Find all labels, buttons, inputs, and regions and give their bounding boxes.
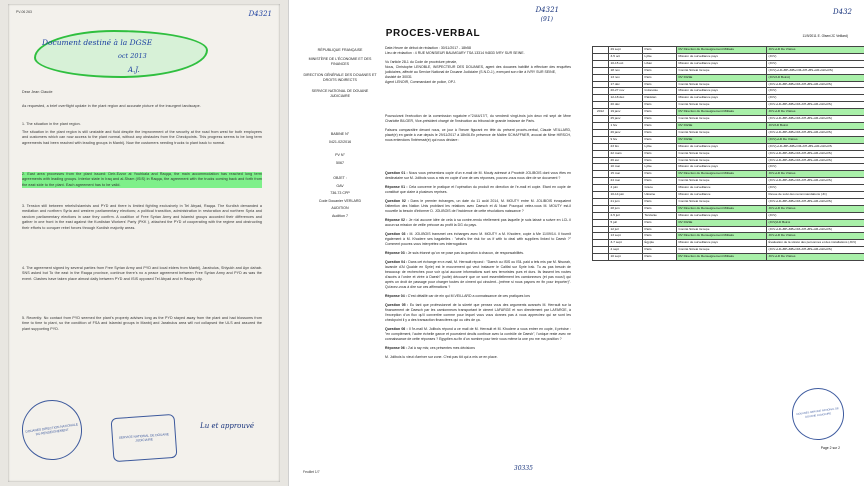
cell-reference: (JCV+LD+BP+MB+CM+KH+BS+AR+GR+RS) bbox=[767, 157, 864, 164]
table-row bbox=[593, 178, 864, 185]
cell-reference: (JCV+LD+BP+MB+CM+KH+BS+AR+GR+RS) bbox=[767, 150, 864, 157]
cell-city: Indonésie bbox=[643, 88, 677, 95]
customs-stamp-1: DOUANES DIRECTION NATIONALE DU RENSEIGNEMENT bbox=[18, 396, 86, 464]
pv-paragraph-1: Faisons comparaître devant nous, ce jour à l'heure figurant en tête du présent procès-verbal, Claude VEILLARD, placé(e) en garde à vue depuis le 29/11/2017 à 18h06.En présence de Maître SCHAFFNER, avocat de Mme HIRSCH, nous entendons l'intéressé(e) qui nous déclare : bbox=[385, 128, 571, 142]
table-row bbox=[593, 157, 864, 164]
pv-body-block bbox=[385, 114, 571, 143]
authority-line-2: DIRECTION GÉNÉRALE DES DOUANES ET DROITS INDIRECTS bbox=[303, 73, 377, 82]
pv-question-01 bbox=[385, 171, 571, 181]
cell-subject: Mission de surveillance pays bbox=[677, 212, 767, 219]
a06-text: J'ai à ray mis; ces présentes mes décisions bbox=[407, 346, 475, 350]
cell-reference: (JCV) bbox=[767, 164, 864, 171]
cell-reference: JCV+LD De Vrières bbox=[767, 109, 864, 116]
q04-label: Question 04 : bbox=[385, 260, 408, 264]
cell-city: Paris bbox=[643, 171, 677, 178]
table-row bbox=[593, 192, 864, 199]
cell-city: Paris bbox=[643, 136, 677, 143]
q02-label: Question 02 : bbox=[385, 199, 409, 203]
table-row bbox=[593, 129, 864, 136]
cell-date: 3-7 sept bbox=[609, 240, 643, 247]
q03-label: Question 03 : bbox=[385, 232, 409, 236]
cell-city: Paris bbox=[643, 157, 677, 164]
cell-reference: JCV+LD De Vrières bbox=[767, 47, 864, 54]
cell-date: 21 juin bbox=[609, 198, 643, 205]
cell-reference: (JCV+LD+BP+MB+CM+KH+BS+AR+GR+RS) bbox=[767, 178, 864, 185]
cell-date: 29 sept bbox=[609, 47, 643, 54]
right-corner-ref: D432 bbox=[833, 8, 852, 16]
cell-subject: RV Direction du Renseignement Militaire bbox=[677, 205, 767, 212]
a04-label: Réponse 04 : bbox=[385, 294, 407, 298]
left-document-page bbox=[8, 4, 280, 482]
authority-line-0: RÉPUBLIQUE FRANÇAISE bbox=[317, 48, 363, 52]
pv-header-line-0: Date-Heure de début de rédaction : 30/11/2017 - 18h58 bbox=[385, 46, 471, 50]
cell-city: Paris bbox=[643, 102, 677, 109]
cell-year bbox=[593, 122, 609, 129]
schedule-table bbox=[592, 46, 864, 261]
cell-reference: (JCV) bbox=[767, 53, 864, 60]
cell-year bbox=[593, 53, 609, 60]
a03-label: Réponse 03 : bbox=[385, 251, 407, 255]
cell-subject: Mission de surveillance pays bbox=[677, 143, 767, 150]
pv-question-04 bbox=[385, 260, 571, 290]
q02-text: Dans le premier échanges, un date du 11 août 2014, M. MOUTY entre M. JOLIBOIS évoquaient l'attention des Nation Unis probitant les relations avec Daesch et Al Nusri Pourquoi velez-vous M. MOUTY est-il nouvelle la besoin d'informer D. JOLIBOIS de l'incidence de cette résolutions naissance ? bbox=[385, 199, 571, 213]
cell-subject: RV Direction du Renseignement Militaire bbox=[677, 109, 767, 116]
a03-text: Je suis étonné qu'on ne pose pas la question à chacun, de responsabilités. bbox=[407, 251, 525, 255]
cell-date: 24 mai bbox=[609, 178, 643, 185]
table-row bbox=[593, 240, 864, 247]
table-row bbox=[593, 53, 864, 60]
pv-answer-04 bbox=[385, 294, 571, 299]
cell-subject: Comité Sûreté Groupe bbox=[677, 129, 767, 136]
cell-year bbox=[593, 233, 609, 240]
cell-date: 13 sept bbox=[609, 233, 643, 240]
schedule-header-note: 11/9/2011 E. Olsen/JC Veillard) bbox=[802, 34, 848, 38]
issuing-authority-block bbox=[303, 48, 377, 101]
left-top-ref: PV-06 263 bbox=[16, 10, 32, 14]
field-objet-value: GAV bbox=[336, 183, 344, 188]
cell-city: Paris bbox=[643, 74, 677, 81]
cell-subject: Comité Sûreté Groupe bbox=[677, 157, 767, 164]
cell-subject: Mission de surveillance pays bbox=[677, 60, 767, 67]
center-corner-ref: D4321 bbox=[535, 6, 559, 14]
cell-date: 3-5 oct bbox=[609, 53, 643, 60]
q06-label: Question 06 : bbox=[385, 327, 408, 331]
cell-subject: Mission de surveillance pays bbox=[677, 95, 767, 102]
table-row bbox=[593, 212, 864, 219]
cell-date: 13 nov bbox=[609, 74, 643, 81]
cell-reference: JCV+LD De Vrières bbox=[767, 254, 864, 261]
cell-subject: Comité Sûreté Groupe bbox=[677, 198, 767, 205]
cell-year bbox=[593, 178, 609, 185]
proces-verbal-page bbox=[293, 2, 573, 484]
field-code: Code Douanier VERLARD bbox=[318, 198, 362, 203]
cell-year bbox=[593, 198, 609, 205]
cell-subject: Comité Sûreté Groupe bbox=[677, 81, 767, 88]
cell-subject: Comité Sûreté Groupe bbox=[677, 116, 767, 123]
cell-city: Paris bbox=[643, 226, 677, 233]
table-row bbox=[593, 171, 864, 178]
cell-reference: (JCV) bbox=[767, 95, 864, 102]
pv-header-line-4: Nous, Christophe LENOBLE, INSPECTEUR DES DOUANES, agent des douanes habilité à effectuer des enquêtes judiciaires, affecté au Service National de Douane Judiciaire (S.N.D.J.), exerçant son rôle à IVRY SUR SEINE, bbox=[385, 65, 571, 74]
a01-text: Cela concerne le pratique et l'opération du produit en direction de l'e-mail et copie. Etant en copie de constitué que claire à plusieurs reprises. bbox=[385, 185, 571, 194]
cell-date: 25 janv bbox=[609, 116, 643, 123]
field-pv-label: PV N° bbox=[335, 153, 345, 157]
cell-date: 10-14 juin bbox=[609, 192, 643, 199]
cell-city: Paris bbox=[643, 247, 677, 254]
pv-header-line-6: Agent LENOIR, Commandant de police, OPJ. bbox=[385, 80, 456, 84]
cell-reference: (JCV) bbox=[767, 60, 864, 67]
cell-date: 20 déc bbox=[609, 102, 643, 109]
q03-text: M. JOLIBOIS transmet ces échanges avec M. MOUTY a M. Khodere, copie à Me 11/09/14. Il fournit également à M. Khodere ses bagatelles : "what's the risk for us if with to deal with suppliers linked to Daesh ?" Comment pouvez-vous interprétez ces interrogations bbox=[385, 232, 571, 246]
table-row bbox=[593, 150, 864, 157]
cell-year bbox=[593, 95, 609, 102]
cell-reference: (JCV)+LD+BP+MB+CM+KH+BS+AR+GR+RS bbox=[767, 143, 864, 150]
center-signature: 30335 bbox=[513, 465, 533, 472]
cell-date: 28 juin bbox=[609, 205, 643, 212]
cell-city: Paris bbox=[643, 205, 677, 212]
authority-line-1: MINISTÈRE DE L'ÉCONOMIE ET DES FINANCES bbox=[308, 57, 372, 66]
cell-city: Liban bbox=[643, 60, 677, 67]
pv-answer-03 bbox=[385, 251, 571, 256]
cell-year bbox=[593, 136, 609, 143]
cell-year bbox=[593, 171, 609, 178]
cell-subject: RV Direction du Renseignement Militaire bbox=[677, 254, 767, 261]
table-row bbox=[593, 60, 864, 67]
center-document bbox=[288, 0, 578, 486]
table-row bbox=[593, 81, 864, 88]
cell-year bbox=[593, 102, 609, 109]
cell-date: 12 juil bbox=[609, 226, 643, 233]
left-document bbox=[0, 0, 288, 486]
cell-date: 22 mars bbox=[609, 150, 643, 157]
cell-year bbox=[593, 116, 609, 123]
pv-header-line-5: Assisté de 30031 bbox=[385, 75, 412, 79]
pv-answer-06 bbox=[385, 346, 571, 351]
cell-reference: Évaluation de la sûreté des personnes et des installations (JCV) bbox=[767, 240, 864, 247]
cell-reference: (JCV+LD+BP+MB+CM+KH+BS+AR+GR+RS) bbox=[767, 247, 864, 254]
case-fields-block bbox=[303, 132, 377, 221]
table-row bbox=[593, 254, 864, 261]
cell-year: 2012 bbox=[593, 109, 609, 116]
cell-city: Paris bbox=[643, 198, 677, 205]
cell-year bbox=[593, 60, 609, 67]
cell-year bbox=[593, 74, 609, 81]
a02-text: Je n'ai aucune idée de cela à sa contre-rendu réellement pas laquelle je suis laissé a suivre en LCL il aucun sa mission de veille précoce au profit la DG du pays. bbox=[385, 218, 571, 227]
cell-year bbox=[593, 67, 609, 74]
handwritten-date: oct 2013 bbox=[118, 52, 147, 60]
cell-reference: Revue de suivi des recommandations (JC) bbox=[767, 192, 864, 199]
cell-date: 19 janv bbox=[609, 109, 643, 116]
cell-year bbox=[593, 247, 609, 254]
cell-subject: RV Direction du Renseignement Militaire bbox=[677, 233, 767, 240]
cell-subject: Comité Sûreté Groupe bbox=[677, 226, 767, 233]
cell-reference: JCV/LD Boirot bbox=[767, 122, 864, 129]
a04-text: C'est détaillé car de ein qui M.VEILLARD a connaissance de ces pratiques lors bbox=[407, 294, 531, 298]
cell-reference: (JCV/LD Boirot) bbox=[767, 74, 864, 81]
cell-year bbox=[593, 226, 609, 233]
cell-subject: Comité Sûreté Groupe bbox=[677, 67, 767, 74]
cell-reference: JCV+LD De Vrières bbox=[767, 205, 864, 212]
cell-subject: Mission de surveillance bbox=[677, 185, 767, 192]
table-row bbox=[593, 122, 864, 129]
cell-city: Paris bbox=[643, 178, 677, 185]
cell-year bbox=[593, 129, 609, 136]
cell-city: Paris bbox=[643, 129, 677, 136]
field-audition: AUDITION bbox=[331, 206, 349, 210]
cell-subject: RV DGSE bbox=[677, 122, 767, 129]
cell-subject: RV DGSE bbox=[677, 136, 767, 143]
field-babine-value: 0421-02/2016 bbox=[328, 139, 352, 144]
a06-label: Réponse 06 : bbox=[385, 346, 407, 350]
pv-header-line-1: Lieu de rédaction : 4 RUE MONSIEUR BAUMGARY TSA 13314 94833 IVRY SUR SEINE. bbox=[385, 51, 525, 55]
cell-year bbox=[593, 240, 609, 247]
cell-year bbox=[593, 164, 609, 171]
pv-answer-01 bbox=[385, 185, 571, 195]
table-row bbox=[593, 88, 864, 95]
a01-label: Réponse 01 : bbox=[385, 185, 408, 189]
table-row bbox=[593, 47, 864, 54]
table-row bbox=[593, 198, 864, 205]
pv-question-03 bbox=[385, 232, 571, 247]
field-article: 736-73 CPP bbox=[330, 191, 350, 195]
cell-date: 20-27 nov bbox=[609, 88, 643, 95]
cell-city: Grèce bbox=[643, 185, 677, 192]
cell-reference: (JCV) bbox=[767, 88, 864, 95]
cell-subject: RV DGSE bbox=[677, 219, 767, 226]
handwritten-title: Document destiné à la DGSE bbox=[42, 38, 153, 47]
table-row bbox=[593, 143, 864, 150]
cell-city: Ukraine bbox=[643, 192, 677, 199]
cell-date: 10-15 oct bbox=[609, 60, 643, 67]
cell-city: Lybie bbox=[643, 53, 677, 60]
letter-section-4: 4. The agreement signed by several parties from Free Syrian Army and PYD and local elders from Manbij, Jarabulus, Shiyukh and Ayn dahab. SNS asked but To the east in the Raqqa province, continue there's no a peace agreement between Free Syrian Army and PYD as was the event. Clashes have taken place almost daily between PYD and ISIS opposed Tel Abyad and in Raqqa city. bbox=[22, 266, 262, 281]
cell-date: 4 sept bbox=[609, 247, 643, 254]
q06-text: Il l'e-mail M. Jolibois répond a ce mail de M. Herrault et M. Khodere a vous entrer en copie, il précise : "en complément, l'autre échelle gance et pourraient deuils continue avec la contrôle de Daesh", l'unique reste avec ne connaissance de cette réponses ? Egyptien au fin d'un nombre pour tenir vous même la une pro me ma position ? bbox=[385, 327, 571, 341]
field-audition-num: Audition 7 bbox=[332, 213, 348, 218]
cell-year bbox=[593, 254, 609, 261]
cell-city: Paris bbox=[643, 122, 677, 129]
cell-city: Lybie bbox=[643, 143, 677, 150]
cell-date: 23 fév bbox=[609, 143, 643, 150]
cell-city: Paris bbox=[643, 81, 677, 88]
field-babine-label: BABINE N° bbox=[330, 132, 350, 136]
table-row bbox=[593, 185, 864, 192]
cell-reference: (JCV+LD+BP+MB+CM+KH+BS+AR+GR+RS) bbox=[767, 198, 864, 205]
cell-year bbox=[593, 88, 609, 95]
cell-city: Paris bbox=[643, 47, 677, 54]
pv-question-05 bbox=[385, 303, 571, 323]
authority-line-3: SERVICE NATIONAL DE DOUANE JUDICIAIRE bbox=[311, 89, 369, 98]
cell-date: 12-18 déc bbox=[609, 95, 643, 102]
q01-text: Nous vous présentons copie d'un e-mail de M. Mouty adressé à Procédé JOLIBOIS dont vous êtes en destinataire sur M. Jolibois vous a mis en copie d'une de ces réponses, pouvez-vous nous dire de se document ? bbox=[385, 171, 572, 180]
page-title: PROCES-VERBAL bbox=[385, 28, 481, 39]
pv-header-line-3: Vu l'article 28-1 du Code de procédure pénale, bbox=[385, 60, 458, 64]
cell-city: Égypte bbox=[643, 240, 677, 247]
cell-subject: Comité Sûreté Groupe bbox=[677, 247, 767, 254]
handwritten-initials: A.J. bbox=[128, 66, 140, 74]
cell-year bbox=[593, 81, 609, 88]
cell-city: Paris bbox=[643, 254, 677, 261]
cell-year bbox=[593, 219, 609, 226]
cell-city: Paris bbox=[643, 109, 677, 116]
cell-year bbox=[593, 212, 609, 219]
cell-date: 5 juil bbox=[609, 219, 643, 226]
table-row bbox=[593, 102, 864, 109]
cell-date: 4 juin bbox=[609, 185, 643, 192]
cell-reference: (JCV+LD+BP+MB+CM+KH+BS+AR+GR+RS) bbox=[767, 129, 864, 136]
letter-section-3: 3. Tension still between rebels/Islamists and PYD and there is limited fighting exclusively in Tel Abyad, Raqqa. The Kurdish demanded a mediation and northern Syria and western parliamentary elections; a political transition, administration in restoration and northern Syria and random parliamentary elections in case they confirm. A coalition of Free Syrian Army and Islamist groups accorded their differences and gather in one front in the east against the Kurdistan Workers' Party (PKK ), attached the PYD of cooperating with the regime and obstructing their efforts to conquer rebel forces through Kurdish majority areas. bbox=[22, 204, 262, 230]
cell-city: Lybie bbox=[643, 164, 677, 171]
q04-text: Dans cet échange en e-mail, M. Herrault répond : "Daesh ou ISIS ou ISIL paid a tels mis par M. Ntsorah, lavande d'Al Quaide en Syrie) est le mouvement qui veut instaurer le Califat sur Syrie Irak. Tu as pas besoin de beaucoup de recherches pour voir qu'ai aucune informations sont ses terroristes purs et durs. Ils fassent les routes d'accès à l'ordre et virée à Daesh" (suite) découvrir que ce sont essentiellement les camionneurs (et pas nous!) qui aprés un droit de passage pour charger toutes de ciment qui circulent...(même si nous payons en fin pour importer)". Qu'avez-vous à dire sur ces affirmations ? bbox=[385, 260, 571, 289]
table-row bbox=[593, 74, 864, 81]
cell-year bbox=[593, 150, 609, 157]
cell-subject: Mission de surveillance bbox=[677, 192, 767, 199]
a02-label: Réponse 02 : bbox=[385, 218, 408, 222]
page-number: Page 2 sur 2 bbox=[820, 446, 840, 450]
cell-city: Paris bbox=[643, 150, 677, 157]
cell-subject: RV DGSE bbox=[677, 74, 767, 81]
schedule-page bbox=[578, 2, 862, 484]
table-row bbox=[593, 95, 864, 102]
table-row bbox=[593, 233, 864, 240]
pv-closing-line: M. Jolibois lu vieut d'arriver sur zone. C'est pas tôt qui a mis ce en place. bbox=[385, 355, 498, 359]
cell-subject: Mission de surveillance pays bbox=[677, 164, 767, 171]
cell-city: Paris bbox=[643, 233, 677, 240]
cell-year bbox=[593, 185, 609, 192]
table-row bbox=[593, 136, 864, 143]
cell-reference: JCV+LD De Vrières bbox=[767, 171, 864, 178]
cell-subject: Comité Sûreté Groupe bbox=[677, 178, 767, 185]
customs-stamp-2: SERVICE NATIONAL DE DOUANE JUDICIAIRE bbox=[111, 414, 178, 462]
pv-answer-02 bbox=[385, 218, 571, 228]
letter-section-1-body: The situation in the plant region is still unstable and fluid despite the improvement of the security at the road from west for both employees and customers which can now access to the plant normal, without any obstacles from the Checkpoints. This progress seems to be long term agreements had been reached with leading groups in Manbij. Now the customers needing trucks to plant back to normal. bbox=[22, 130, 262, 145]
letter-section-2: 2. East area processes from the plant issued: Deir-Ezzor at Youhkala and Raqqa, the main accommodation has reached long term agreements with leading groups. Interior state in Iraq and al-Sham (ISIS) in Raqqa, the agreement with the trucks coming back and forth from the east side to the plant. Each agreement has to be valid. bbox=[22, 172, 262, 187]
cell-subject: RV Direction du Renseignement Militaire bbox=[677, 171, 767, 178]
cell-date: 15 mai bbox=[609, 171, 643, 178]
cell-date: 1 fév bbox=[609, 122, 643, 129]
q05-text: Eu tant que professionnel de la sûreté que pensez vous des arguments avancés M. Herrault sur la financement de Daesch par les camionneurs transportant le ciment LAFARGE et non directement par LAFARGE, à l'exception d'un flux qu'il convertire comme pour lequel vous vous donnes pas à vous apprecirez qui se sont les checkpoint il y a des transaction financières qui ou clés de ça. bbox=[385, 303, 571, 322]
center-corner-subref: (91) bbox=[540, 16, 553, 23]
cell-year bbox=[593, 157, 609, 164]
letter-section-1-title: 1. The situation in the plant region. bbox=[22, 122, 81, 126]
pv-questions-block bbox=[385, 167, 571, 360]
table-row bbox=[593, 109, 864, 116]
field-pv-value: 5067 bbox=[336, 160, 344, 165]
cell-subject: Mission de surveillance pays bbox=[677, 240, 767, 247]
cell-reference: (JCV+LD+BP+MB+CM+KH+BS+AR+GR+RS) bbox=[767, 81, 864, 88]
cell-reference: (JCV+LD+BP+MB+CM+KH+BS+AR+GR+RS) bbox=[767, 116, 864, 123]
table-row bbox=[593, 247, 864, 254]
q01-label: Question 01 : bbox=[385, 171, 408, 175]
letter-intro: As requested, a brief overflight update in the plant region and accurate picture of the insurgent landscape. bbox=[22, 104, 201, 108]
right-document bbox=[576, 0, 864, 486]
pv-paragraph-0: Poursuivant l'exécution de la commission rogatoire n°2444/17/7, du vendredi vingt-trois juin deux mil sept de Mme Charlotte BILGER, Vice-président chargé de l'instruction au tribunal de grande instance de Paris. bbox=[385, 114, 571, 123]
cell-year bbox=[593, 205, 609, 212]
page-footer: Feuillet 1/7 bbox=[303, 470, 320, 474]
cell-year bbox=[593, 143, 609, 150]
left-signature: Lu et approuvé bbox=[200, 422, 254, 430]
cell-city: Tanzanie bbox=[643, 212, 677, 219]
cell-reference: (JCV) bbox=[767, 212, 864, 219]
pv-header-block bbox=[385, 46, 571, 85]
cell-city: Paris bbox=[643, 116, 677, 123]
cell-subject: Mission de surveillance pays bbox=[677, 88, 767, 95]
cell-date: 26 janv bbox=[609, 129, 643, 136]
cell-date: 2-5 juil bbox=[609, 212, 643, 219]
cell-city: Pakistan bbox=[643, 95, 677, 102]
cell-reference: (JCV)+LD De Vrières bbox=[767, 136, 864, 143]
cell-reference: (JCV+LD+BP+MB+CM+KH+BS+AR+GR+RS) bbox=[767, 102, 864, 109]
cell-subject: Comité Sûreté Groupe bbox=[677, 102, 767, 109]
field-objet-label: OBJET : bbox=[333, 176, 347, 180]
cell-reference: (JCV) bbox=[767, 185, 864, 192]
cell-date: 26 avr bbox=[609, 157, 643, 164]
cell-date: 9 fév bbox=[609, 136, 643, 143]
cell-reference: (JCV)/LD Boirot bbox=[767, 219, 864, 226]
cell-reference: JCV+LD De Vrières bbox=[767, 233, 864, 240]
table-row bbox=[593, 226, 864, 233]
table-row bbox=[593, 116, 864, 123]
left-corner-ref: D4321 bbox=[248, 10, 272, 18]
table-row bbox=[593, 205, 864, 212]
cell-reference: (JCV)+LD+BP+MB+CM+KH+BS+AR+GR+RS) bbox=[767, 67, 864, 74]
customs-stamp-right: DOUANES SERVICE NATIONAL DE DOUANE JUDICIAIRE bbox=[789, 385, 848, 444]
cell-subject: RV Direction du Renseignement Militaire bbox=[677, 47, 767, 54]
table-row bbox=[593, 67, 864, 74]
cell-date: 18 nov bbox=[609, 67, 643, 74]
letter-salutation: Dear Jean Claude bbox=[22, 90, 53, 94]
cell-subject: Comité Sûreté Groupe bbox=[677, 150, 767, 157]
letter-section-5: 5. Recently: No contact from PYD seemed the plant's property advises long as the PYD stayed away from the plant and had blossoms from time to time to plant, so the condition of FSA and Islamist groups in Manbij and Jarabulus area will not collapsed the ULS and assured the plant supporting PYD. bbox=[22, 316, 262, 331]
q05-label: Question 05 : bbox=[385, 303, 409, 307]
pv-question-02 bbox=[385, 199, 571, 214]
cell-date: 17 déc bbox=[609, 81, 643, 88]
table-row bbox=[593, 219, 864, 226]
cell-city: Paris bbox=[643, 219, 677, 226]
cell-date: 10 mai bbox=[609, 164, 643, 171]
table-row bbox=[593, 164, 864, 171]
cell-reference: (JCV+LD+BP+MB+CM+KH+BS+AR+GR+RS) bbox=[767, 226, 864, 233]
cell-date: 10 sept bbox=[609, 254, 643, 261]
cell-year bbox=[593, 192, 609, 199]
pv-question-06 bbox=[385, 327, 571, 342]
cell-city: Paris bbox=[643, 67, 677, 74]
cell-year bbox=[593, 47, 609, 54]
cell-subject: Mission de surveillance pays bbox=[677, 53, 767, 60]
